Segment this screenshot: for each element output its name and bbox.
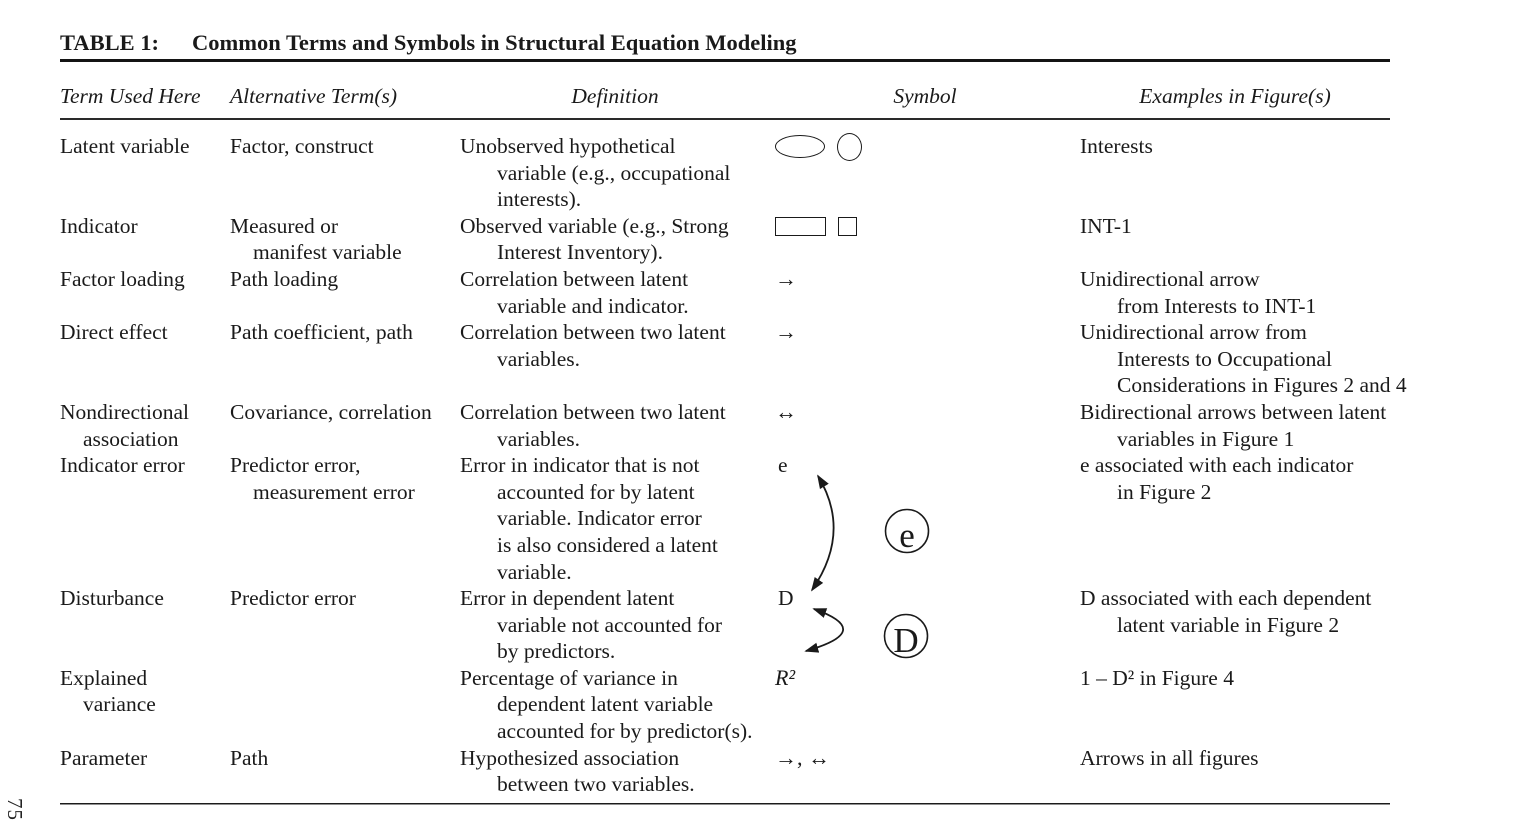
text-line: Considerations in Figures 2 and 4 — [1117, 373, 1407, 398]
text-line: variable not accounted for — [497, 612, 723, 637]
term-cell — [60, 266, 230, 319]
term-cell — [60, 399, 230, 452]
text-line: Path coefficient, path — [230, 320, 413, 345]
header-definition: Definition — [571, 84, 659, 108]
table-row — [60, 745, 1390, 798]
text-line: Indicator error — [60, 453, 185, 478]
table-row — [60, 665, 1390, 745]
svg-text:e: e — [899, 516, 915, 556]
disturbance-symbol — [770, 585, 1080, 661]
definition-cell — [460, 452, 770, 585]
text-line: Unidirectional arrow from — [1080, 320, 1307, 345]
symbol-cell — [770, 585, 1080, 665]
examples-cell — [1080, 213, 1390, 266]
definition-cell — [460, 213, 770, 266]
text-line: variable (e.g., occupational — [497, 160, 731, 185]
text-line: interests). — [497, 187, 582, 212]
alternative-cell — [230, 213, 460, 266]
text-line: Unobserved hypothetical — [460, 134, 676, 158]
text-line: Error in dependent latent — [460, 586, 675, 611]
text-line: Path loading — [230, 266, 339, 291]
text-line: variable. Indicator error — [497, 506, 702, 531]
text-line: Hypothesized association — [460, 745, 680, 770]
error-letter: e — [778, 453, 788, 478]
text-line: Percentage of variance in — [460, 665, 678, 690]
text-line: Correlation between two latent — [460, 320, 726, 345]
page-number: 75 — [3, 798, 27, 821]
definition-cell — [460, 399, 770, 452]
indicator-square-icon — [838, 217, 857, 236]
table-title — [60, 30, 796, 56]
text-line: 1 – D² in Figure 4 — [1080, 665, 1234, 690]
text-line: Correlation between latent — [460, 266, 689, 291]
symbol-cell — [770, 665, 1080, 745]
text-line: Nondirectional — [60, 399, 189, 424]
text-line: Predictor error, — [230, 453, 361, 478]
alternative-cell — [230, 133, 460, 213]
text-line: Factor, construct — [230, 134, 374, 158]
arrow-symbol: ↔ — [775, 398, 797, 424]
term-cell — [60, 133, 230, 213]
text-line: D associated with each dependent — [1080, 586, 1372, 611]
text-line: Covariance, correlation — [230, 399, 432, 424]
definition-cell — [460, 665, 770, 745]
text-line: Interests to Occupational — [1117, 346, 1332, 371]
term-cell — [60, 665, 230, 745]
text-line: is also considered a latent — [497, 532, 718, 557]
text-line: variables in Figure 1 — [1117, 426, 1295, 451]
table-title-label: TABLE 1: — [60, 30, 159, 55]
examples-cell — [1080, 266, 1390, 319]
text-line: Correlation between two latent — [460, 399, 726, 424]
latent-circle-icon — [837, 133, 862, 161]
definition-cell — [460, 585, 770, 665]
text-line: Indicator — [60, 213, 138, 238]
definition-cell — [460, 319, 770, 399]
header-examples: Examples in Figure(s) — [1139, 84, 1331, 108]
table-bottom-rule — [60, 803, 1390, 805]
indicator-rectangle-icon — [775, 217, 826, 236]
examples-cell — [1080, 745, 1390, 798]
symbol-cell — [770, 319, 1080, 399]
symbol-cell — [770, 133, 1080, 213]
text-line: Observed variable (e.g., Strong — [460, 213, 729, 238]
text-line: manifest variable — [253, 240, 402, 265]
table-row — [60, 399, 1390, 452]
symbol-cell — [770, 452, 1080, 585]
table-row — [60, 319, 1390, 399]
symbol-cell — [770, 745, 1080, 798]
alternative-cell — [230, 665, 460, 745]
definition-cell — [460, 266, 770, 319]
text-line: measurement error — [253, 479, 415, 504]
definition-cell — [460, 745, 770, 798]
text-line: by predictors. — [497, 639, 616, 664]
alternative-cell — [230, 452, 460, 585]
text-line: Unidirectional arrow — [1080, 266, 1260, 291]
table-row — [60, 585, 1390, 665]
term-cell — [60, 585, 230, 665]
table-row — [60, 452, 1390, 585]
text-line: Interest Inventory). — [497, 240, 663, 265]
examples-cell — [1080, 133, 1390, 213]
text-line: Factor loading — [60, 266, 185, 291]
text-line: Predictor error — [230, 586, 356, 611]
table-header-row — [60, 84, 1390, 109]
text-line: Explained — [60, 665, 148, 690]
symbol-cell — [770, 266, 1080, 319]
definition-cell — [460, 133, 770, 213]
text-line: Path — [230, 745, 269, 770]
text-line: variable and indicator. — [497, 293, 689, 318]
examples-cell — [1080, 319, 1407, 399]
arrow-symbol: → — [775, 319, 797, 345]
table-row — [60, 266, 1390, 319]
term-cell — [60, 319, 230, 399]
text-line: from Interests to INT-1 — [1117, 293, 1317, 318]
term-cell — [60, 213, 230, 266]
table-top-rule — [60, 59, 1390, 62]
text-line: Latent variable — [60, 134, 190, 158]
header-alternative: Alternative Term(s) — [230, 84, 398, 108]
alternative-cell — [230, 399, 460, 452]
text-line: between two variables. — [497, 772, 695, 797]
text-line: Interests — [1080, 134, 1153, 158]
table-body — [60, 133, 1407, 798]
text-line: dependent latent variable — [497, 692, 714, 717]
indicator-symbol — [770, 213, 1080, 240]
text-line: Arrows in all figures — [1080, 745, 1259, 770]
examples-cell — [1080, 665, 1390, 745]
latent-variable-symbol — [770, 133, 1080, 160]
text-line: accounted for by predictor(s). — [497, 719, 753, 744]
symbol-cell — [770, 399, 1080, 452]
table-row — [60, 213, 1390, 266]
text-line: latent variable in Figure 2 — [1117, 612, 1340, 637]
arrow-symbol: → — [775, 265, 797, 291]
text-line: variable. — [497, 559, 572, 584]
indicator-error-symbol — [770, 452, 1080, 556]
text-line: variables. — [497, 426, 580, 451]
text-line: Measured or — [230, 213, 339, 238]
circled-e-icon — [886, 510, 929, 556]
text-line: INT-1 — [1080, 213, 1132, 238]
symbol-cell — [770, 213, 1080, 266]
text-line: variables. — [497, 346, 580, 371]
table-title-text: Common Terms and Symbols in Structural Equation Modeling — [191, 30, 797, 55]
error-letter: D — [778, 586, 794, 611]
header-symbol: Symbol — [893, 84, 957, 108]
table-row — [60, 133, 1390, 213]
alternative-cell — [230, 585, 460, 665]
examples-cell — [1080, 399, 1390, 452]
circled-d-icon — [885, 615, 928, 661]
header-term: Term Used Here — [60, 84, 201, 108]
text-line: e associated with each indicator — [1080, 453, 1354, 478]
text-line: accounted for by latent — [497, 479, 695, 504]
svg-text:D: D — [893, 621, 919, 661]
latent-ellipse-icon — [775, 135, 825, 158]
alternative-cell — [230, 319, 460, 399]
text-line: Direct effect — [60, 320, 168, 345]
term-cell — [60, 452, 230, 585]
text-line: in Figure 2 — [1117, 479, 1212, 504]
text-line: Parameter — [60, 745, 148, 770]
examples-cell — [1080, 452, 1390, 585]
alternative-cell — [230, 266, 460, 319]
text-line: variance — [83, 692, 156, 717]
alternative-cell — [230, 745, 460, 798]
examples-cell — [1080, 585, 1390, 665]
table-header-rule — [60, 118, 1390, 120]
term-cell — [60, 745, 230, 798]
text-line: Error in indicator that is not — [460, 453, 700, 478]
text-line: Disturbance — [60, 586, 164, 611]
text-line: Bidirectional arrows between latent — [1080, 399, 1387, 424]
terms-table — [60, 133, 1407, 798]
r-squared-symbol: R² — [775, 664, 796, 690]
arrow-symbol: →, ↔ — [775, 744, 830, 770]
text-line: association — [83, 426, 179, 451]
